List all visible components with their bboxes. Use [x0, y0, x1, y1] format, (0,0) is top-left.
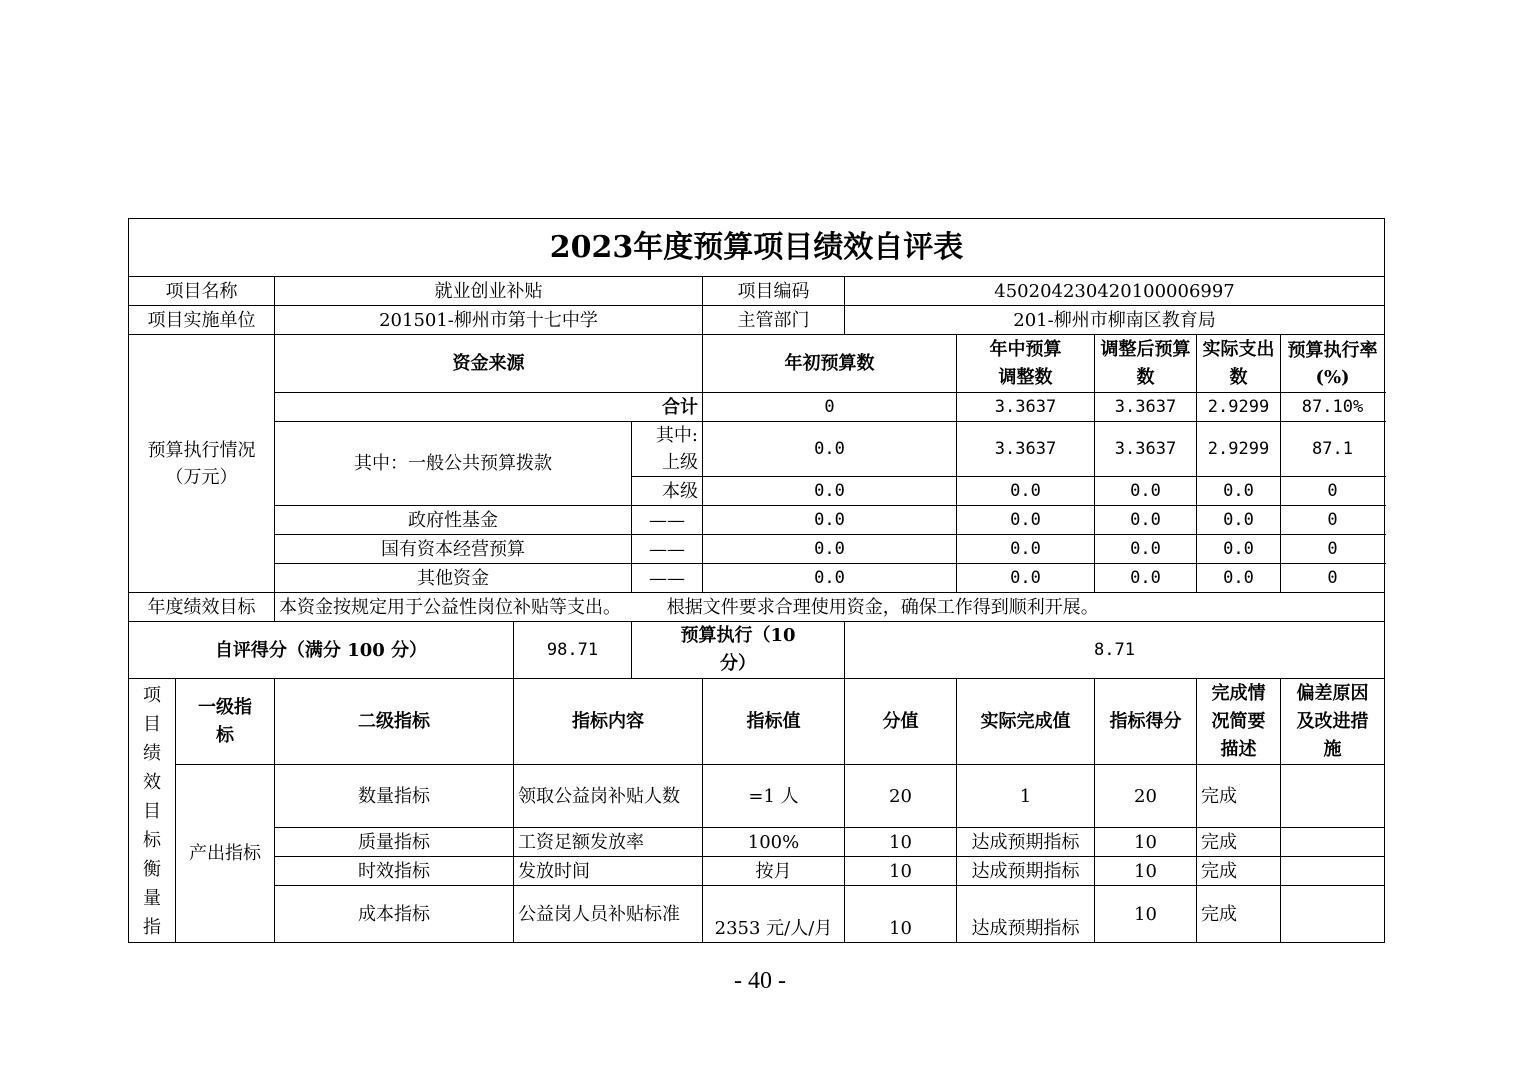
completion-desc-header: 完成情 况简要 描述 [1197, 679, 1281, 765]
target-cell: =1 人 [703, 765, 845, 828]
gov-fund-adjusted: 0.0 [1095, 506, 1197, 535]
other-funds-actual: 0.0 [1197, 564, 1281, 593]
level2-cell: 时效指标 [275, 857, 514, 886]
gov-fund-initial: 0.0 [703, 506, 957, 535]
reason-cell [1281, 765, 1385, 828]
other-funds-mid-adjust: 0.0 [957, 564, 1095, 593]
state-capital-initial: 0.0 [703, 535, 957, 564]
gov-fund-mid-adjust: 0.0 [957, 506, 1095, 535]
state-capital-rate: 0 [1281, 535, 1385, 564]
total-actual: 2.9299 [1197, 393, 1281, 422]
other-funds-rate: 0 [1281, 564, 1385, 593]
content-header: 指标内容 [514, 679, 703, 765]
implementing-unit: 201501-柳州市第十七中学 [275, 306, 703, 335]
weight-header: 分值 [845, 679, 957, 765]
budget-exec-score-label: 预算执行（10 分） [632, 622, 845, 679]
desc-cell: 完成 [1197, 828, 1281, 857]
page-number: - 40 - [734, 968, 786, 994]
actual-cell: 达成预期指标 [957, 857, 1095, 886]
content-cell: 发放时间 [514, 857, 703, 886]
level2-cell: 数量指标 [275, 765, 514, 828]
budget-exec-score-value: 8.71 [845, 622, 1385, 679]
upper-initial: 0.0 [703, 422, 957, 477]
actual-cell: 1 [957, 765, 1095, 828]
other-funds-initial: 0.0 [703, 564, 957, 593]
state-capital-actual: 0.0 [1197, 535, 1281, 564]
total-label: 合计 [275, 393, 703, 422]
score-cell: 10 [1095, 828, 1197, 857]
weight-cell: 10 [845, 828, 957, 857]
general-budget-label: 其中：一般公共预算拨款 [275, 422, 632, 506]
score-cell: 10 [1095, 857, 1197, 886]
upper-adjusted: 3.3637 [1095, 422, 1197, 477]
budget-section-label: 预算执行情况 （万元） [129, 335, 275, 593]
total-adjusted: 3.3637 [1095, 393, 1197, 422]
table-row [129, 422, 1385, 477]
table-row [129, 886, 1385, 943]
upper-level-label: 其中: 上级 [632, 422, 703, 477]
content-cell: 领取公益岗补贴人数 [514, 765, 703, 828]
local-adjusted: 0.0 [1095, 477, 1197, 506]
desc-cell: 完成 [1197, 886, 1281, 943]
project-code: 450204230420100006997 [845, 277, 1385, 306]
score-cell: 10 [1095, 886, 1197, 943]
upper-rate: 87.1 [1281, 422, 1385, 477]
score-cell: 20 [1095, 765, 1197, 828]
initial-budget-header: 年初预算数 [703, 335, 957, 393]
gov-fund-label: 政府性基金 [275, 506, 632, 535]
local-rate: 0 [1281, 477, 1385, 506]
upper-mid-adjust: 3.3637 [957, 422, 1095, 477]
total-mid-adjust: 3.3637 [957, 393, 1095, 422]
performance-evaluation-table [128, 218, 1385, 943]
table-row [129, 857, 1385, 886]
actual-cell: 达成预期指标 [957, 828, 1095, 857]
dash-cell: —— [632, 506, 703, 535]
annual-goal-label: 年度绩效目标 [129, 593, 275, 622]
execution-rate-header: 预算执行率(%) [1281, 335, 1385, 393]
annual-goal-text: 本资金按规定用于公益性岗位补贴等支出。 根据文件要求合理使用资金，确保工作得到顺利开展。 [275, 593, 1385, 622]
mid-adjust-header: 年中预算 调整数 [957, 335, 1095, 393]
dash-cell: —— [632, 564, 703, 593]
level2-cell: 质量指标 [275, 828, 514, 857]
supervising-dept-label: 主管部门 [703, 306, 845, 335]
adjusted-budget-header: 调整后预算 数 [1095, 335, 1197, 393]
fund-source-header: 资金来源 [275, 335, 703, 393]
local-mid-adjust: 0.0 [957, 477, 1095, 506]
gov-fund-actual: 0.0 [1197, 506, 1281, 535]
level2-cell: 成本指标 [275, 886, 514, 943]
local-actual: 0.0 [1197, 477, 1281, 506]
content-cell: 工资足额发放率 [514, 828, 703, 857]
state-capital-mid-adjust: 0.0 [957, 535, 1095, 564]
table-row [129, 564, 1385, 593]
weight-cell: 10 [845, 886, 957, 943]
actual-expense-header: 实际支出 数 [1197, 335, 1281, 393]
table-row [129, 765, 1385, 828]
level2-header: 二级指标 [275, 679, 514, 765]
other-funds-adjusted: 0.0 [1095, 564, 1197, 593]
project-name: 就业创业补贴 [275, 277, 703, 306]
indicator-score-header: 指标得分 [1095, 679, 1197, 765]
indicator-side-label: 项 目 绩 效 目 标 衡 量 指 [129, 679, 176, 943]
state-capital-adjusted: 0.0 [1095, 535, 1197, 564]
total-rate: 87.10% [1281, 393, 1385, 422]
upper-actual: 2.9299 [1197, 422, 1281, 477]
supervising-dept: 201-柳州市柳南区教育局 [845, 306, 1385, 335]
total-initial: 0 [703, 393, 957, 422]
deviation-reason-header: 偏差原因 及改进措 施 [1281, 679, 1385, 765]
level1-header: 一级指 标 [176, 679, 275, 765]
local-level-label: 本级 [632, 477, 703, 506]
weight-cell: 20 [845, 765, 957, 828]
self-score-label: 自评得分（满分 100 分） [129, 622, 514, 679]
reason-cell [1281, 857, 1385, 886]
table-row [129, 535, 1385, 564]
content-cell: 公益岗人员补贴标准 [514, 886, 703, 943]
desc-cell: 完成 [1197, 857, 1281, 886]
project-name-label: 项目名称 [129, 277, 275, 306]
project-code-label: 项目编码 [703, 277, 845, 306]
dash-cell: —— [632, 535, 703, 564]
target-cell: 2353 元/人/月 [703, 886, 845, 943]
reason-cell [1281, 886, 1385, 943]
target-cell: 100% [703, 828, 845, 857]
weight-cell: 10 [845, 857, 957, 886]
actual-cell: 达成预期指标 [957, 886, 1095, 943]
reason-cell [1281, 828, 1385, 857]
state-capital-label: 国有资本经营预算 [275, 535, 632, 564]
local-initial: 0.0 [703, 477, 957, 506]
table-title: 2023年度预算项目绩效自评表 [129, 219, 1385, 277]
table-row [129, 828, 1385, 857]
table-row [129, 506, 1385, 535]
target-header: 指标值 [703, 679, 845, 765]
table-row [129, 393, 1385, 422]
actual-value-header: 实际完成值 [957, 679, 1095, 765]
self-score-value: 98.71 [514, 622, 632, 679]
desc-cell: 完成 [1197, 765, 1281, 828]
gov-fund-rate: 0 [1281, 506, 1385, 535]
output-indicator-label: 产出指标 [176, 765, 275, 943]
other-funds-label: 其他资金 [275, 564, 632, 593]
target-cell: 按月 [703, 857, 845, 886]
implementing-unit-label: 项目实施单位 [129, 306, 275, 335]
